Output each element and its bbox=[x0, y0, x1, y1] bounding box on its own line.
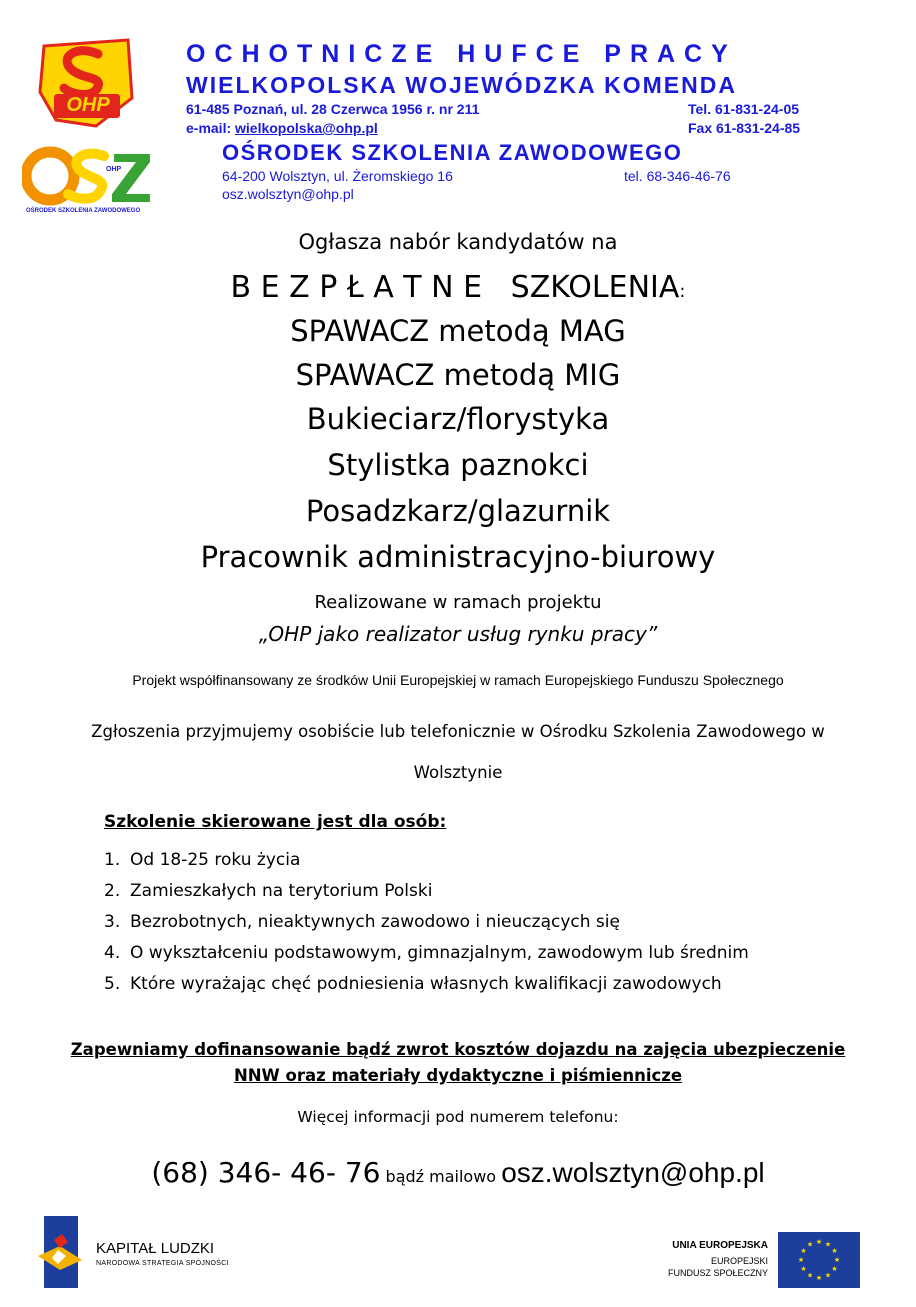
course-item: SPAWACZ metodą MIG bbox=[295, 358, 621, 392]
benefits-line-2: NNW oraz materiały dydaktyczne i piśmiennicze bbox=[233, 1066, 683, 1085]
kapital-ludzki-logo bbox=[38, 1216, 82, 1288]
course-item: Posadzkarz/glazurnik bbox=[305, 494, 611, 528]
command-fax: Fax 61-831-24-85 bbox=[688, 120, 801, 136]
svg-text:★: ★ bbox=[831, 1265, 838, 1273]
center-email: osz.wolsztyn@ohp.pl bbox=[222, 186, 354, 202]
command-address: 61-485 Poznań, ul. 28 Czerwca 1956 r. nr 211 bbox=[186, 101, 480, 117]
list-item-text: Zamieszkałych na terytorium Polski bbox=[130, 881, 433, 901]
org-name: OCHOTNICZE HUFCE PRACY bbox=[186, 40, 737, 68]
list-item-number: 4. bbox=[104, 943, 121, 963]
benefits-line-1: Zapewniamy dofinansowanie bądź zwrot kosztów dojazdu na zajęcia ubezpieczenie bbox=[70, 1040, 846, 1059]
kapital-ludzki-title: KAPITAŁ LUDZKI bbox=[96, 1240, 215, 1257]
ohp-logo-text: OHP bbox=[66, 94, 110, 116]
list-item-text: Od 18-25 roku życia bbox=[130, 850, 301, 870]
command-email-link[interactable]: wielkopolska@ohp.pl bbox=[235, 120, 378, 136]
intro-text: Ogłasza nabór kandydatów na bbox=[298, 230, 618, 254]
project-name: „OHP jako realizator usług rynku pracy” bbox=[258, 622, 658, 646]
course-item: SPAWACZ metodą MAG bbox=[290, 314, 626, 348]
svg-text:★: ★ bbox=[800, 1265, 807, 1273]
svg-text:★: ★ bbox=[815, 1274, 823, 1282]
center-tel: tel. 68-346-46-76 bbox=[624, 168, 731, 184]
contact-or-mail: bądź mailowo bbox=[385, 1167, 497, 1186]
project-intro: Realizowane w ramach projektu bbox=[314, 592, 602, 613]
list-item bbox=[104, 911, 749, 942]
headline-text: B E Z P Ł A T N E SZKOLENIA bbox=[230, 270, 680, 305]
svg-text:★: ★ bbox=[831, 1247, 838, 1255]
more-info-text: Więcej informacji pod numerem telefonu: bbox=[297, 1108, 619, 1126]
eu-line-3: FUNDUSZ SPOŁECZNY bbox=[667, 1268, 768, 1278]
contact-phone[interactable]: (68) 346- 46- 76 bbox=[151, 1156, 381, 1189]
svg-text:★: ★ bbox=[806, 1271, 814, 1280]
applications-line-1: Zgłoszenia przyjmujemy osobiście lub telefonicznie w Ośrodku Szkolenia Zawodowego w bbox=[91, 722, 825, 741]
center-address: 64-200 Wolsztyn, ul. Żeromskiego 16 bbox=[222, 168, 453, 184]
eligibility-list bbox=[104, 849, 749, 1004]
list-item bbox=[104, 849, 749, 880]
svg-text:★: ★ bbox=[800, 1247, 807, 1255]
course-item: Bukieciarz/florystyka bbox=[306, 402, 610, 436]
course-item: Pracownik administracyjno-biurowy bbox=[200, 540, 716, 574]
ohp-logo bbox=[36, 36, 136, 131]
eu-flag bbox=[778, 1232, 860, 1288]
osz-logo-caption: OŚRODEK SZKOLENIA ZAWODOWEGO bbox=[26, 208, 141, 214]
list-item-number: 1. bbox=[104, 850, 121, 870]
osz-logo bbox=[22, 146, 154, 218]
svg-text:★: ★ bbox=[815, 1238, 823, 1246]
contact-line bbox=[0, 1156, 916, 1189]
eu-line-2: EUROPEJSKI bbox=[710, 1256, 768, 1266]
osz-logo-small-text: OHP bbox=[106, 166, 122, 173]
kapital-ludzki-subtitle: NARODOWA STRATEGIA SPÓJNOŚCI bbox=[96, 1260, 229, 1267]
list-item bbox=[104, 880, 749, 911]
list-item-text: Które wyrażając chęć podniesienia własnych kwalifikacji zawodowych bbox=[130, 974, 722, 994]
svg-text:★: ★ bbox=[824, 1271, 832, 1280]
eu-line-1: UNIA EUROPEJSKA bbox=[672, 1240, 768, 1251]
headline-colon: : bbox=[679, 281, 686, 302]
command-tel: Tel. 61-831-24-05 bbox=[688, 101, 800, 117]
list-item-number: 3. bbox=[104, 912, 121, 932]
svg-text:★: ★ bbox=[833, 1256, 841, 1264]
contact-email[interactable]: osz.wolsztyn@ohp.pl bbox=[501, 1157, 765, 1188]
svg-text:★: ★ bbox=[797, 1256, 805, 1264]
eligibility-heading: Szkolenie skierowane jest dla osób: bbox=[104, 812, 447, 832]
course-item: Stylistka paznokci bbox=[327, 448, 589, 482]
svg-text:★: ★ bbox=[806, 1240, 814, 1249]
email-label: e-mail: bbox=[186, 120, 232, 136]
center-name: OŚRODEK SZKOLENIA ZAWODOWEGO bbox=[222, 140, 683, 165]
list-item-text: O wykształceniu podstawowym, gimnazjalnym, zawodowym lub średnim bbox=[130, 943, 749, 963]
applications-line-2: Wolsztynie bbox=[413, 763, 503, 782]
list-item-text: Bezrobotnych, nieaktywnych zawodowo i nieuczących się bbox=[130, 912, 620, 932]
svg-text:★: ★ bbox=[824, 1240, 832, 1249]
cofinancing-note: Projekt współfinansowany ze środków Unii Europejskiej w ramach Europejskiego Funduszu Społecznego bbox=[132, 672, 784, 688]
headline bbox=[0, 270, 916, 305]
command-name: WIELKOPOLSKA WOJEWÓDZKA KOMENDA bbox=[186, 72, 737, 98]
list-item bbox=[104, 942, 749, 973]
list-item bbox=[104, 973, 749, 1004]
list-item-number: 5. bbox=[104, 974, 121, 994]
list-item-number: 2. bbox=[104, 881, 121, 901]
